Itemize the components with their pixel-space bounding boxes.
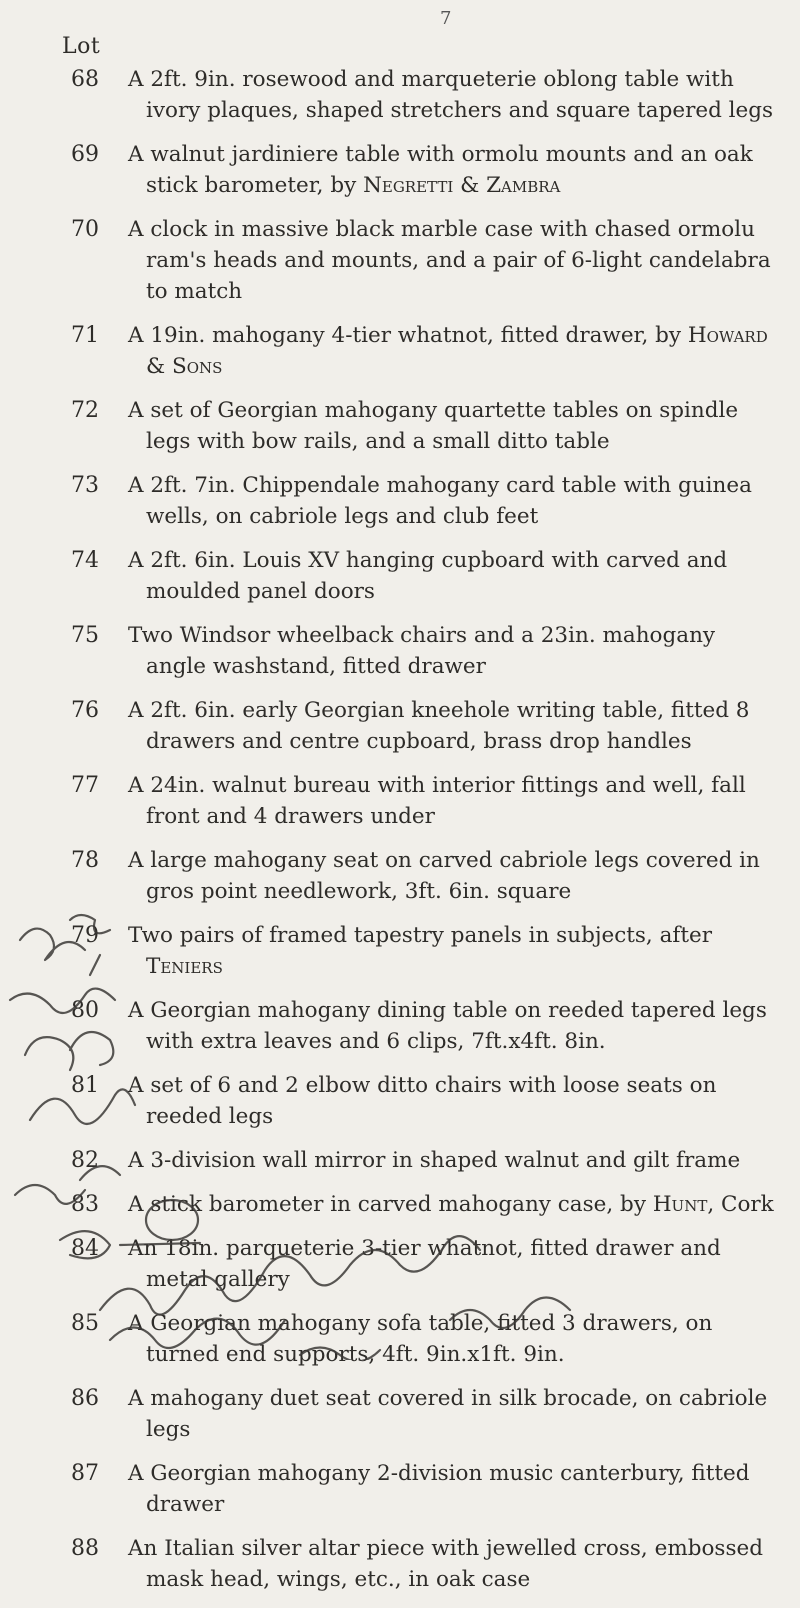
lot-entry bbox=[0, 1383, 800, 1445]
lot-number: 68 bbox=[71, 67, 99, 92]
lot-description: An Italian silver altar piece with jewelled cross, embossed mask head, wings, etc., in oak case bbox=[128, 1536, 763, 1592]
lot-entry bbox=[0, 1189, 800, 1220]
lot-number: 76 bbox=[71, 698, 99, 723]
lot-description: A 24in. walnut bureau with interior fittings and well, fall front and 4 drawers under bbox=[128, 773, 746, 829]
lot-entry bbox=[0, 845, 800, 907]
lot-number: 83 bbox=[71, 1192, 99, 1217]
lot-entry bbox=[0, 320, 800, 382]
lot-description: A Georgian mahogany sofa table, fitted 3 drawers, on turned end supports, 4ft. 9in.x1ft. 9in. bbox=[128, 1311, 713, 1367]
lot-description: A clock in massive black marble case with chased ormolu ram's heads and mounts, and a pair of 6-light candelabra to match bbox=[128, 217, 771, 304]
lot-entry bbox=[0, 545, 800, 607]
lot-number: 71 bbox=[71, 323, 99, 348]
lot-number: 78 bbox=[71, 848, 99, 873]
maker-name: Howard & Sons bbox=[146, 323, 768, 379]
lot-entry bbox=[0, 1070, 800, 1132]
lot-description: A mahogany duet seat covered in silk brocade, on cabriole legs bbox=[128, 1386, 768, 1442]
lot-number: 85 bbox=[71, 1311, 99, 1336]
lot-entry bbox=[0, 139, 800, 201]
lot-entry bbox=[0, 1533, 800, 1595]
lot-number: 70 bbox=[71, 217, 99, 242]
lot-entry bbox=[0, 214, 800, 307]
lot-entry bbox=[0, 470, 800, 532]
lot-description: A 2ft. 6in. Louis XV hanging cupboard with carved and moulded panel doors bbox=[128, 548, 728, 604]
lot-description: A 3-division wall mirror in shaped walnut and gilt frame bbox=[128, 1148, 741, 1173]
lot-entry bbox=[0, 1145, 800, 1176]
lot-number: 77 bbox=[71, 773, 99, 798]
lot-entry bbox=[0, 1458, 800, 1520]
lot-entry bbox=[0, 920, 800, 982]
lot-description: A 2ft. 7in. Chippendale mahogany card table with guinea wells, on cabriole legs and club feet bbox=[128, 473, 752, 529]
lot-description: A Georgian mahogany 2-division music canterbury, fitted drawer bbox=[128, 1461, 750, 1517]
lot-description: Two pairs of framed tapestry panels in subjects, after Teniers bbox=[128, 923, 713, 979]
lot-entry bbox=[0, 1233, 800, 1295]
lot-number: 74 bbox=[71, 548, 99, 573]
lot-list bbox=[0, 64, 800, 1608]
lot-description: An 18in. parqueterie 3-tier whatnot, fitted drawer and metal gallery bbox=[128, 1236, 721, 1292]
lot-number: 87 bbox=[71, 1461, 99, 1486]
lot-number: 81 bbox=[71, 1073, 99, 1098]
lot-entry bbox=[0, 395, 800, 457]
lot-number: 82 bbox=[71, 1148, 99, 1173]
lot-entry bbox=[0, 695, 800, 757]
lot-number: 86 bbox=[71, 1386, 99, 1411]
lot-number: 80 bbox=[71, 998, 99, 1023]
page-number: 7 bbox=[440, 8, 452, 29]
lot-description: A stick barometer in carved mahogany case, by Hunt, Cork bbox=[128, 1192, 774, 1217]
lot-entry bbox=[0, 770, 800, 832]
lot-entry bbox=[0, 64, 800, 126]
lot-number: 75 bbox=[71, 623, 99, 648]
maker-name: Teniers bbox=[146, 954, 223, 979]
lot-number: 69 bbox=[71, 142, 99, 167]
lot-number: 84 bbox=[71, 1236, 99, 1261]
lot-column-header: Lot bbox=[62, 34, 101, 59]
lot-entry bbox=[0, 1308, 800, 1370]
lot-description: A walnut jardiniere table with ormolu mounts and an oak stick barometer, by Negretti & Zambra bbox=[128, 142, 753, 198]
lot-description: A set of 6 and 2 elbow ditto chairs with loose seats on reeded legs bbox=[128, 1073, 717, 1129]
lot-description: A Georgian mahogany dining table on reeded tapered legs with extra leaves and 6 clips, 7ft.x4ft. 8in. bbox=[128, 998, 767, 1054]
lot-number: 72 bbox=[71, 398, 99, 423]
lot-number: 79 bbox=[71, 923, 99, 948]
lot-description: A 2ft. 9in. rosewood and marqueterie oblong table with ivory plaques, shaped stretchers and square tapered legs bbox=[128, 67, 774, 123]
lot-entry bbox=[0, 620, 800, 682]
lot-description: A large mahogany seat on carved cabriole legs covered in gros point needlework, 3ft. 6in. square bbox=[128, 848, 760, 904]
lot-number: 88 bbox=[71, 1536, 99, 1561]
lot-description: A 2ft. 6in. early Georgian kneehole writing table, fitted 8 drawers and centre cupboard, brass drop handles bbox=[128, 698, 750, 754]
lot-entry bbox=[0, 995, 800, 1057]
maker-name: Negretti & Zambra bbox=[363, 173, 561, 198]
maker-name: Hunt bbox=[652, 1192, 708, 1217]
lot-description: Two Windsor wheelback chairs and a 23in. mahogany angle washstand, fitted drawer bbox=[128, 623, 716, 679]
lot-description: A set of Georgian mahogany quartette tables on spindle legs with bow rails, and a small ditto table bbox=[128, 398, 739, 454]
lot-number: 73 bbox=[71, 473, 99, 498]
lot-description: A 19in. mahogany 4-tier whatnot, fitted drawer, by Howard & Sons bbox=[128, 323, 768, 379]
